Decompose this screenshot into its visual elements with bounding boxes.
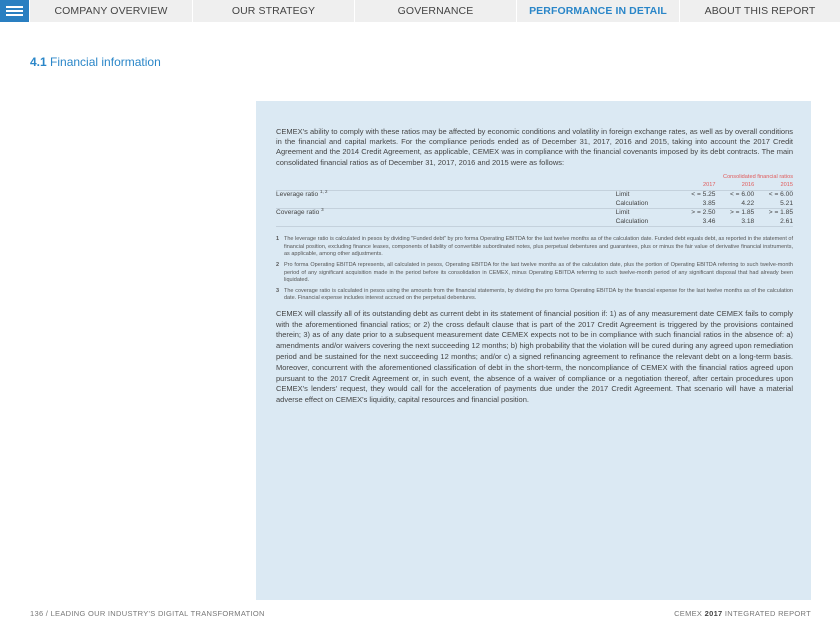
tab-performance-in-detail[interactable]: PERFORMANCE IN DETAIL — [516, 0, 679, 22]
tab-our-strategy[interactable]: OUR STRATEGY — [192, 0, 354, 22]
tab-about-this-report[interactable]: ABOUT THIS REPORT — [679, 0, 840, 22]
body-paragraph: CEMEX will classify all of its outstanding debt as current debt in its statement of financial position if: 1) as of any measurement date CEMEX fails to comply with the aforementioned financial ratios; or 2) the cross default clause that is part of the 2017 Credit Agreement is triggered by the provisions contained therein; 3) as of any date prior to a subsequent measurement date CEMEX expects not to be in compliance with such financial ratios in the absence of: a) amendments and/or waivers covering the next succeeding 12 months; b) high probability that the violation will be cured during any agreed upon remediation period and be sustained for the next succeeding 12 months; and/or c) a signed refinancing agreement to refinance the relevant debt on a long-term basis. Moreover, concurrent with the aforementioned classification of debt in the short-term, the noncompliance of CEMEX with the financial ratios agreed upon pursuant to the 2017 Credit Agreement or, in such event, the absence of a waiver of compliance or a negotiation thereof, after certain procedures upon CEMEX's lenders' request, they would call for the acceleration of payments due under the 2017 Credit Agreement. That scenario will have a material adverse effect on CEMEX's liquidity, capital resources and financial position. — [276, 308, 793, 405]
footnote-mark: 3 — [276, 288, 280, 295]
footer-year: 2017 — [704, 609, 723, 618]
section-title — [30, 55, 161, 69]
section-heading: Financial information — [50, 55, 161, 69]
footnote-text: The coverage ratio is calculated in pesos using the amounts from the financial statements, by dividing the pro forma Operating EBITDA by the financial expense for the last twelve months as of the calculation date. Financial expense includes interest accrued on the perpetual debentures. — [284, 288, 793, 302]
year-header: 2017 — [677, 181, 716, 190]
row-sublabel: Calculation — [616, 200, 677, 209]
row-sublabel: Limit — [615, 209, 630, 217]
footer-report-title — [674, 609, 811, 618]
section-number: 4.1 — [30, 55, 47, 69]
table-cell: 2.61 — [754, 218, 793, 227]
footnote-text: Pro forma Operating EBITDA represents, all calculated in pesos, Operating EBITDA for the last twelve months as of the calculation date, plus the portion of Operating EBITDA referring to such twelve-month period of any significant acquisition made in the period before its consolidation in CEMEX, minus Operating EBITDA referring to such twelve-month period of any significant disposal that had already been liquidated. — [284, 262, 793, 283]
table-caption: Consolidated financial ratios — [723, 173, 793, 180]
footnote-ref: 3 — [321, 207, 324, 212]
row-sublabel: Calculation — [616, 218, 677, 227]
row-sublabel: Limit — [615, 191, 630, 198]
table-cell: > = 1.85 — [768, 209, 793, 217]
table-row — [276, 209, 793, 218]
content-panel — [256, 101, 811, 600]
table-row — [276, 200, 793, 209]
table-cell: > = 2.50 — [691, 209, 716, 217]
footnote — [276, 262, 793, 284]
year-header: 2015 — [754, 181, 793, 190]
footnote-ref: 1, 2 — [320, 188, 328, 194]
footnote-mark: 2 — [276, 262, 280, 269]
intro-paragraph: CEMEX's ability to comply with these ratios may be affected by economic conditions and volatility in foreign exchange rates, as well as by overall conditions in the financial and capital markets. For the compliance periods ended as of December 31, 2017, 2016 and 2015, taking into account the 2017 Credit Agreement and the 2014 Credit Agreement, as applicable, CEMEX was in compliance with the financial covenants imposed by its debt contracts. The main consolidated financial ratios as of December 31, 2017, 2016 and 2015 were as follows: — [276, 127, 793, 167]
year-header: 2016 — [715, 181, 754, 190]
table-cell: 3.18 — [715, 218, 754, 227]
footer-page-label: 136 / LEADING OUR INDUSTRY'S DIGITAL TRANSFORMATION — [30, 609, 265, 618]
footnote-mark: 1 — [276, 236, 280, 243]
table-row — [276, 218, 793, 227]
table-row — [276, 191, 793, 200]
tab-company-overview[interactable]: COMPANY OVERVIEW — [29, 0, 192, 22]
footnotes — [276, 236, 793, 302]
row-label: Leverage ratio — [276, 191, 319, 198]
table-cell: < = 6.00 — [730, 191, 755, 198]
top-navigation — [0, 0, 840, 22]
table-cell: 5.21 — [754, 200, 793, 209]
table-cell: 3.46 — [677, 218, 716, 227]
tab-governance[interactable]: GOVERNANCE — [354, 0, 516, 22]
table-cell: 3.85 — [677, 200, 716, 209]
table-cell: > = 1.85 — [730, 209, 755, 217]
footnote-text: The leverage ratio is calculated in pesos by dividing "Funded debt" by pro forma Operating EBITDA for the last twelve months as of the calculation date. Funded debt equals debt, as reported in the statement of financial position, excluding finance leases, components of liability of convertible subordinated notes, plus perpetual debentures and guarantees, plus or minus the fair value of derivative financial instruments, as applicable, among other adjustments. — [284, 236, 793, 257]
footnote — [276, 236, 793, 258]
table-cell: < = 6.00 — [768, 191, 793, 198]
hamburger-menu-icon[interactable] — [0, 0, 29, 22]
financial-ratios-table — [276, 173, 793, 228]
table-cell: < = 5.25 — [691, 191, 716, 198]
row-label: Coverage ratio — [276, 209, 320, 217]
table-cell: 4.22 — [715, 200, 754, 209]
footnote — [276, 288, 793, 303]
footer-brand: CEMEX — [674, 609, 703, 618]
footer-report-name: INTEGRATED REPORT — [724, 609, 811, 618]
